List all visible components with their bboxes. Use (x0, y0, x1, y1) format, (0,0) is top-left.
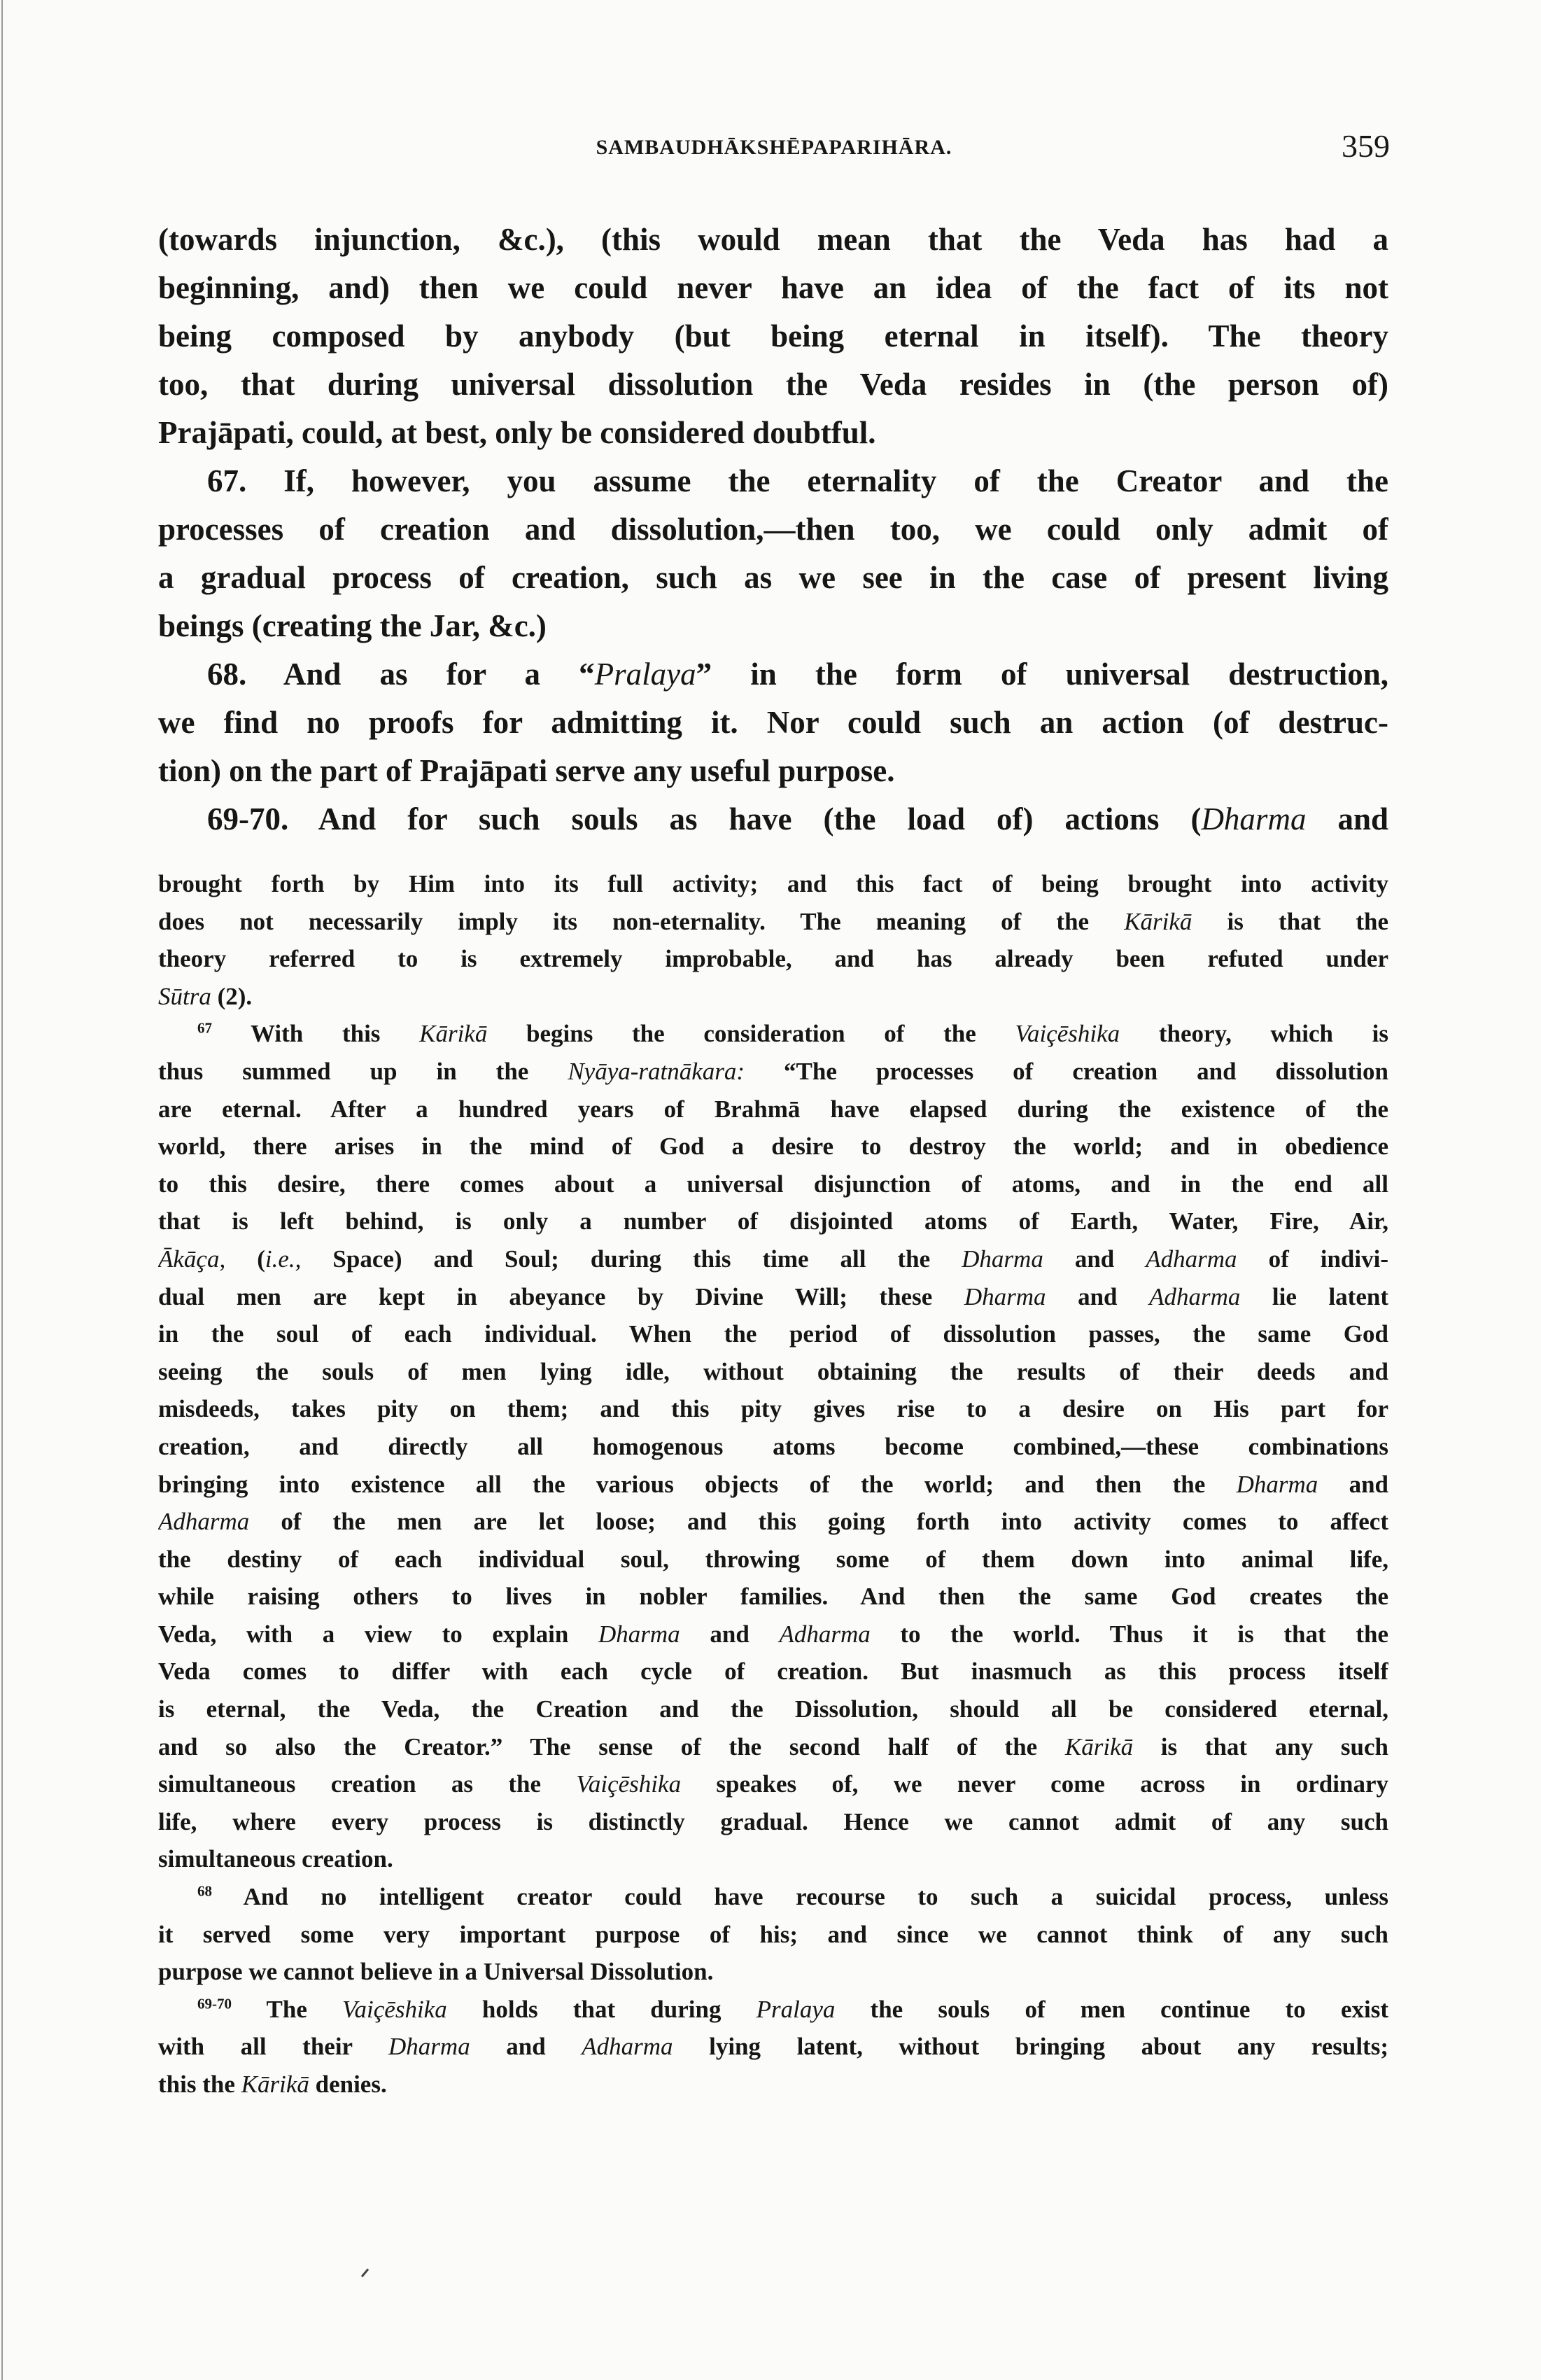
text-run: Space) and Soul; during this time all the (301, 1245, 962, 1273)
text-run: to the world. Thus it is that the (870, 1620, 1388, 1648)
footnote-line (158, 903, 1388, 941)
text-run: bringing into existence all the various objects of the world; and then the (158, 1470, 1237, 1498)
footnotes (158, 865, 1388, 2104)
text-run: simultaneous creation. (158, 1845, 393, 1873)
body-line (158, 795, 1388, 844)
text-run: of the men are let loose; and this going forth into activity comes to affect (249, 1508, 1388, 1536)
italic-term: Dharma (1201, 802, 1307, 836)
footnote-line (158, 1878, 1388, 1916)
italic-term: Adharma (779, 1620, 871, 1648)
footnote-line (158, 1390, 1388, 1428)
running-title: SAMBAUDHĀKSHĒPAPARIHĀRA. (596, 136, 952, 159)
footnote-line (158, 1765, 1388, 1803)
footnote-line (158, 2028, 1388, 2066)
body-line (158, 216, 1388, 264)
italic-term: Dharma (388, 2033, 470, 2061)
footnote-line (158, 1728, 1388, 1766)
text-run: seeing the souls of men lying idle, without obtaining the results of their deeds and (158, 1357, 1388, 1385)
body-line (158, 505, 1388, 554)
footnote-line (158, 1840, 1388, 1878)
text-run: this the (158, 2071, 241, 2098)
scan-mark (361, 2269, 369, 2278)
text-run: (2). (211, 982, 253, 1010)
text-run: and (1046, 1282, 1150, 1310)
footnote-line (158, 1053, 1388, 1091)
footnote-line (158, 978, 1388, 1016)
text-run: world, there arises in the mind of God a desire to destroy the world; and in obedience (158, 1133, 1388, 1161)
italic-term: Adharma (1149, 1282, 1241, 1310)
text-run: and (1043, 1245, 1146, 1273)
text-run: Veda, with a view to explain (158, 1620, 598, 1648)
italic-term: Kārikā (419, 1020, 488, 1048)
footnote-line (158, 940, 1388, 978)
footnote-line (158, 2066, 1388, 2104)
text-run: in the soul of each individual. When the period of dissolution passes, the same God (158, 1320, 1388, 1348)
italic-term: Kārikā (241, 2071, 309, 2098)
footnote-number: 67 (197, 1019, 212, 1037)
footnote-line (158, 1616, 1388, 1653)
footnote-number: 68 (197, 1882, 212, 1900)
scan-mark (1, 0, 3, 2380)
text-run: ( (225, 1245, 265, 1273)
footnote-line (158, 1166, 1388, 1203)
footnote-line (158, 1091, 1388, 1128)
footnote-line (158, 1653, 1388, 1690)
body-line (158, 360, 1388, 409)
footnote-number: 69-70 (197, 1995, 232, 2012)
footnote-line (158, 1541, 1388, 1578)
footnote-line (158, 1916, 1388, 1954)
footnote-line (158, 1353, 1388, 1391)
body-line (158, 264, 1388, 312)
italic-term: i.e., (265, 1245, 302, 1273)
footnote-line (158, 1953, 1388, 1991)
italic-term: Dharma (962, 1245, 1043, 1273)
text-run: lie latent (1240, 1282, 1388, 1310)
text-run: thus summed up in the (158, 1057, 568, 1085)
text-run: and (680, 1620, 780, 1648)
footnote-line (158, 1803, 1388, 1841)
text-run: ” in the form of universal destruction, (696, 657, 1388, 692)
text-run: beings (creating the Jar, &c.) (158, 608, 547, 643)
text-run: creation, and directly all homogenous atoms become combined,—these combinations (158, 1432, 1388, 1460)
footnote-line (158, 1503, 1388, 1541)
text-run: a gradual process of creation, such as we see in the case of present living (158, 560, 1388, 595)
text-run: to this desire, there comes about a universal disjunction of atoms, and in the end all (158, 1170, 1388, 1198)
footnote-line (158, 1278, 1388, 1316)
footnote-line (158, 1466, 1388, 1504)
text-run: “The processes of creation and dissolution (745, 1057, 1388, 1085)
text-run: And no intelligent creator could have recourse to such a suicidal process, unless (212, 1883, 1388, 1911)
text-run: 69-70. And for such souls as have (the load of) actions ( (207, 802, 1202, 836)
footnote-line (158, 1690, 1388, 1728)
italic-term: Vaiçēshika (342, 1995, 447, 2023)
text-run: purpose we cannot believe in a Universal Dissolution. (158, 1958, 714, 1986)
body-line (158, 312, 1388, 360)
text-run: theory referred to is extremely improbable, and has already been refuted under (158, 945, 1388, 973)
text-run: 68. And as for a “ (207, 657, 595, 692)
footnote-line (158, 865, 1388, 903)
text-run: Prajāpati, could, at best, only be considered doubtful. (158, 415, 876, 450)
text-run: the destiny of each individual soul, throwing some of them down into animal life, (158, 1545, 1388, 1573)
text-run: and (470, 2033, 582, 2061)
footnote-line (158, 1015, 1388, 1053)
text-run: (towards injunction, &c.), (this would mean that the Veda has had a (158, 222, 1388, 257)
text-run: beginning, and) then we could never have an idea of the fact of its not (158, 270, 1388, 305)
footnote-line (158, 1991, 1388, 2029)
page-header (158, 128, 1390, 174)
text-run: Veda comes to differ with each cycle of creation. But inasmuch as this process itself (158, 1658, 1388, 1686)
footnote-line (158, 1128, 1388, 1166)
body-line (158, 457, 1388, 505)
text-run: of indivi- (1237, 1245, 1388, 1273)
text-run: the souls of men continue to exist (835, 1995, 1388, 2023)
text-run: and (1318, 1470, 1388, 1498)
text-run: is that the (1192, 907, 1388, 935)
main-text (158, 216, 1388, 844)
text-run: while raising others to lives in nobler families. And then the same God creates the (158, 1583, 1388, 1611)
text-run: and (1306, 802, 1388, 836)
italic-term: Vaiçēshika (1015, 1020, 1120, 1048)
text-run: theory, which is (1120, 1020, 1388, 1048)
text-run: and so also the Creator.” The sense of the second half of the (158, 1732, 1065, 1760)
italic-term: Ākāça, (158, 1245, 226, 1273)
italic-term: Kārikā (1124, 907, 1192, 935)
footnote-line (158, 1578, 1388, 1616)
text-run: With this (212, 1020, 420, 1048)
text-run: tion) on the part of Prajāpati serve any useful purpose. (158, 753, 895, 788)
body-line (158, 554, 1388, 602)
body-line (158, 747, 1388, 795)
italic-term: Dharma (964, 1282, 1046, 1310)
text-run: does not necessarily imply its non-eternality. The meaning of the (158, 907, 1125, 935)
text-run: processes of creation and dissolution,—then too, we could only admit of (158, 512, 1388, 547)
text-run: is that any such (1133, 1732, 1388, 1760)
text-run: simultaneous creation as the (158, 1770, 577, 1798)
text-run: we find no proofs for admitting it. Nor could such an action (of destruc- (158, 705, 1388, 740)
text-run: is eternal, the Veda, the Creation and the Dissolution, should all be considered eternal, (158, 1695, 1388, 1723)
text-run: life, where every process is distinctly gradual. Hence we cannot admit of any such (158, 1807, 1388, 1835)
text-run: are eternal. After a hundred years of Brahmā have elapsed during the existence of the (158, 1095, 1388, 1123)
footnote-line (158, 1203, 1388, 1240)
italic-term: Adharma (1146, 1245, 1237, 1273)
body-line (158, 602, 1388, 650)
text-run: brought forth by Him into its full activity; and this fact of being brought into activity (158, 870, 1388, 897)
body-line (158, 650, 1388, 699)
italic-term: Sūtra (158, 982, 211, 1010)
body-line (158, 699, 1388, 747)
italic-term: Adharma (158, 1508, 250, 1536)
text-run: denies. (309, 2071, 387, 2098)
footnote-line (158, 1428, 1388, 1466)
footnote-line (158, 1240, 1388, 1278)
italic-term: Nyāya-ratnākara: (568, 1057, 745, 1085)
page-number: 359 (1342, 128, 1390, 164)
italic-term: Pralaya (756, 1995, 836, 2023)
italic-term: Dharma (1236, 1470, 1318, 1498)
text-run: speakes of, we never come across in ordinary (681, 1770, 1388, 1798)
text-run: being composed by anybody (but being eternal in itself). The theory (158, 318, 1388, 354)
italic-term: Adharma (582, 2033, 673, 2061)
text-run: begins the consideration of the (487, 1020, 1015, 1048)
text-run: with all their (158, 2033, 389, 2061)
text-run: The (232, 1995, 343, 2023)
text-run: dual men are kept in abeyance by Divine Will; these (158, 1282, 964, 1310)
text-run: misdeeds, takes pity on them; and this pity gives rise to a desire on His part for (158, 1395, 1388, 1423)
text-run: lying latent, without bringing about any results; (673, 2033, 1388, 2061)
italic-term: Kārikā (1064, 1732, 1134, 1760)
text-run: 67. If, however, you assume the eternality of the Creator and the (207, 463, 1388, 498)
text-run: it served some very important purpose of his; and since we cannot think of any such (158, 1920, 1388, 1948)
body-line (158, 409, 1388, 457)
footnote-line (158, 1315, 1388, 1353)
italic-term: Dharma (598, 1620, 680, 1648)
text-run: that is left behind, is only a number of disjointed atoms of Earth, Water, Fire, Air, (158, 1208, 1388, 1236)
italic-term: Pralaya (594, 657, 696, 692)
italic-term: Vaiçēshika (576, 1770, 682, 1798)
text-run: holds that during (446, 1995, 757, 2023)
text-run: too, that during universal dissolution the Veda resides in (the person of) (158, 367, 1388, 402)
